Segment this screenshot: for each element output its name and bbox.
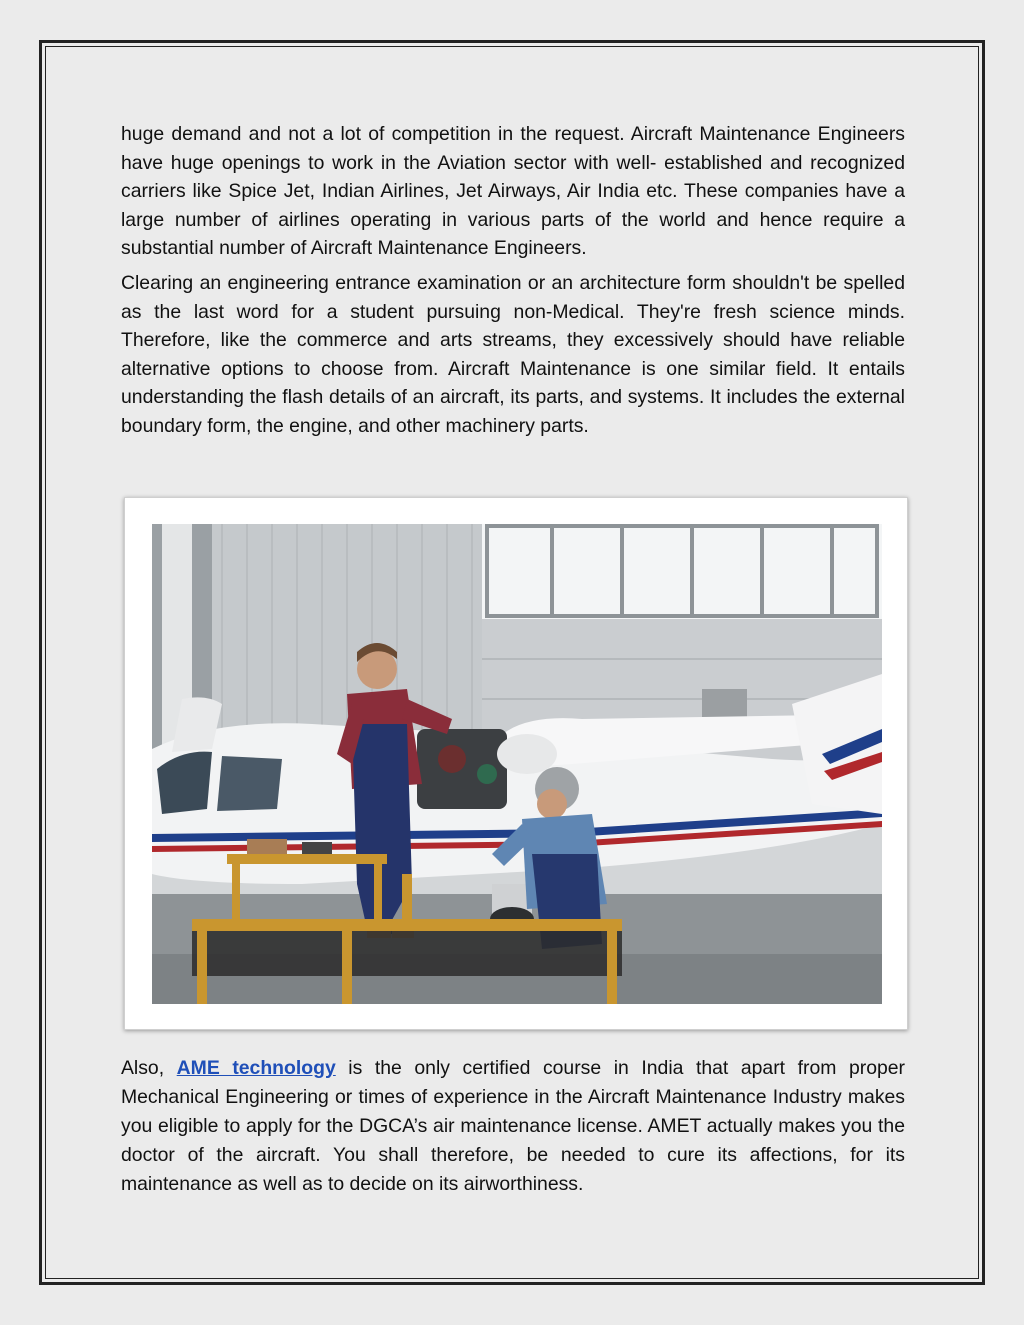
photo-frame xyxy=(124,497,908,1030)
ame-technology-link[interactable]: AME technology xyxy=(176,1057,336,1079)
paragraph-2: Clearing an engineering entrance examination or an architecture form shouldn't be spelled as the last word for a student pursuing non-Medical. They're fresh science minds. Therefore, like the commerce and arts streams, they excessively should have reliable alternative options to choose from. Aircraft Maintenance is one similar field. It entails understanding the flash details of an aircraft, its parts, and systems. It includes the external boundary form, the engine, and other machinery parts. xyxy=(121,271,905,437)
body-text xyxy=(121,120,905,441)
paragraph-1: huge demand and not a lot of competition in the request. Aircraft Maintenance Engineers have huge openings to work in the Aviation sector with well- established and recognized carriers like Spice Jet, Indian Airlines, Jet Airways, Air India etc. These companies have a large number of airlines operating in various parts of the world and hence require a substantial number of Aircraft Maintenance Engineers. xyxy=(121,123,905,260)
hangar-illustration xyxy=(152,524,882,1004)
aircraft-maintenance-photo xyxy=(152,524,882,1004)
paragraph-3-lead: Also, xyxy=(121,1057,177,1079)
paragraph-3-rest: is the only certified course in India that apart from proper Mechanical Engineering or times of experience in the Aircraft Maintenance Industry makes you eligible to apply for the DGCA’s air maintenance license. AMET actually makes you the doctor of the aircraft. You shall therefore, be needed to cure its affections, for its maintenance as well as to decide on its airworthiness. xyxy=(121,1057,906,1195)
paragraph-3 xyxy=(121,1054,905,1199)
